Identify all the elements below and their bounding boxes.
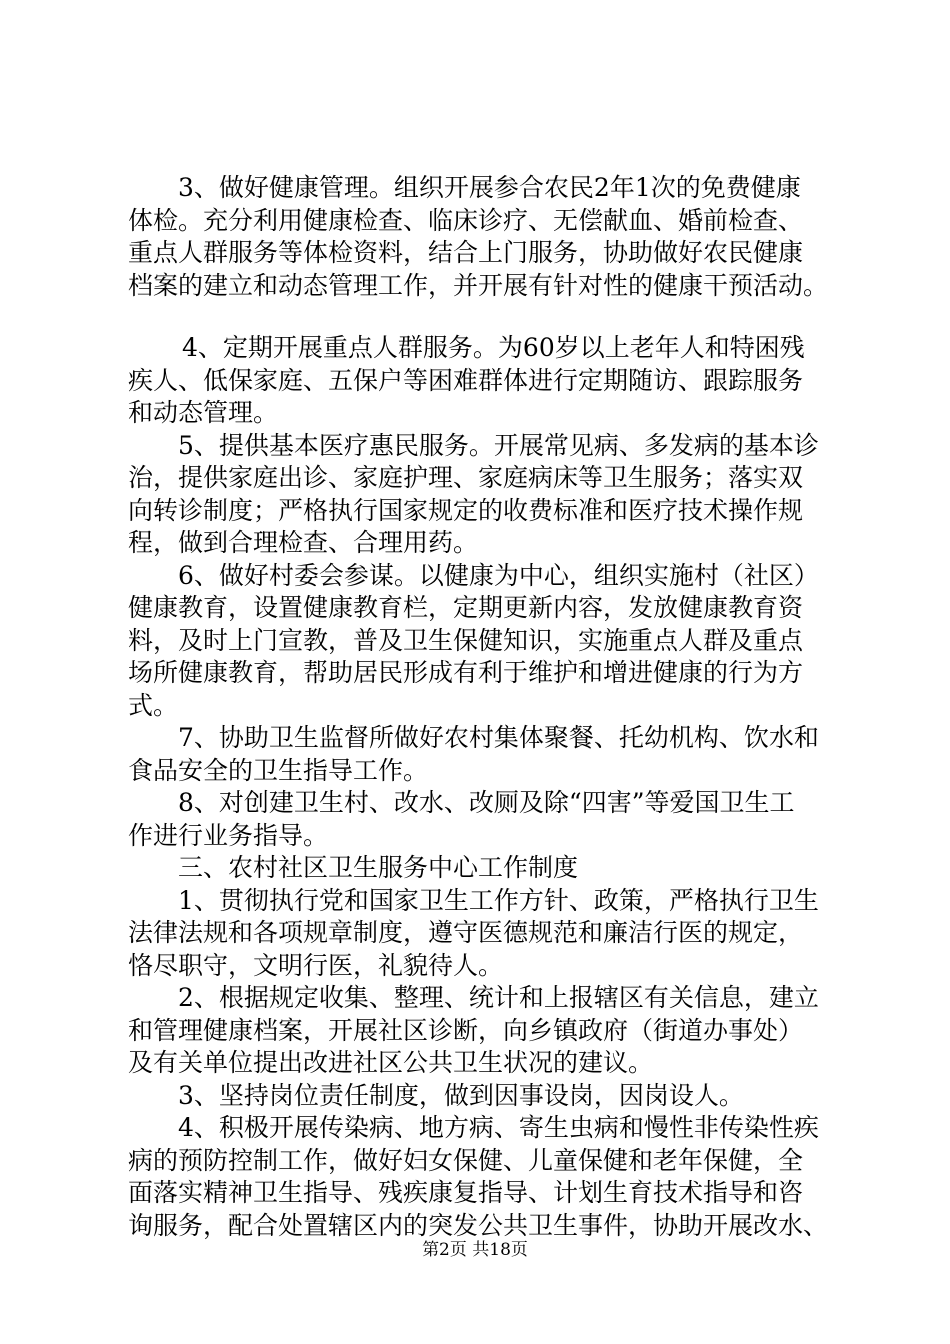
text-line: 疾人、低保家庭、五保户等困难群体进行定期随访、跟踪服务 xyxy=(128,365,804,395)
text-line: 2、根据规定收集、整理、统计和上报辖区有关信息，建立 xyxy=(178,983,819,1012)
text-line: 7、协助卫生监督所做好农村集体聚餐、托幼机构、饮水和 xyxy=(178,723,819,752)
heading-line: 三、农村社区卫生服务中心工作制度 xyxy=(178,853,579,882)
text-line: 4、积极开展传染病、地方病、寄生虫病和慢性非传染性疾 xyxy=(178,1113,819,1142)
text-line: 食品安全的卫生指导工作。 xyxy=(128,755,429,785)
page-footer: 第2页 共18页 xyxy=(422,1240,528,1260)
text-line: 及有关单位提出改进社区公共卫生状况的建议。 xyxy=(128,1048,654,1077)
paragraph-7 xyxy=(128,885,848,983)
paragraph-1 xyxy=(128,172,848,302)
paragraph-10 xyxy=(128,1112,848,1242)
text-line: 5、提供基本医疗惠民服务。开展常见病、多发病的基本诊 xyxy=(178,430,819,460)
text-line: 8、对创建卫生村、改水、改厕及除“四害”等爱国卫生工 xyxy=(178,788,795,817)
text-line: 3、做好健康管理。组织开展参合农民2年1次的免费健康 xyxy=(178,173,801,202)
paragraph-2 xyxy=(128,332,848,430)
text-line: 体检。充分利用健康检查、临床诊疗、无偿献血、婚前检查、 xyxy=(128,205,804,235)
paragraph-5 xyxy=(128,722,848,787)
text-line: 和管理健康档案，开展社区诊断，向乡镇政府（街道办事处） xyxy=(128,1015,804,1045)
paragraph-8 xyxy=(128,982,848,1080)
text-line: 询服务，配合处置辖区内的突发公共卫生事件，协助开展改水、 xyxy=(128,1210,829,1240)
text-line: 法律法规和各项规章制度，遵守医德规范和廉洁行医的规定， xyxy=(128,918,804,947)
paragraph-4 xyxy=(128,560,848,723)
text-line: 式。 xyxy=(128,690,179,720)
text-line: 病的预防控制工作，做好妇女保健、儿童保健和老年保健，全 xyxy=(128,1145,804,1175)
text-line: 重点人群服务等体检资料，结合上门服务，协助做好农民健康 xyxy=(128,238,804,267)
paragraph-gap xyxy=(128,302,848,332)
paragraph-3 xyxy=(128,430,848,560)
text-line: 恪尽职守，文明行医，礼貌待人。 xyxy=(128,950,504,980)
text-line: 4、定期开展重点人群服务。为60岁以上老年人和特困残 xyxy=(182,333,805,362)
text-line: 1、贯彻执行党和国家卫生工作方针、政策，严格执行卫生 xyxy=(178,885,819,915)
text-line: 场所健康教育，帮助居民形成有利于维护和增进健康的行为方 xyxy=(128,658,804,687)
text-line: 6、做好村委会参谋。以健康为中心，组织实施村（社区） xyxy=(178,560,819,590)
document-body xyxy=(128,172,848,1242)
text-line: 面落实精神卫生指导、残疾康复指导、计划生育技术指导和咨 xyxy=(128,1178,804,1207)
text-line: 和动态管理。 xyxy=(128,398,279,427)
text-line: 作进行业务指导。 xyxy=(128,820,329,850)
paragraph-9 xyxy=(128,1080,848,1113)
section-heading xyxy=(128,852,848,885)
text-line: 3、坚持岗位责任制度，做到因事设岗，因岗设人。 xyxy=(178,1080,744,1110)
text-line: 健康教育，设置健康教育栏，定期更新内容，发放健康教育资 xyxy=(128,593,804,622)
paragraph-6 xyxy=(128,787,848,852)
text-line: 程，做到合理检查、合理用药。 xyxy=(128,528,479,557)
text-line: 档案的建立和动态管理工作，并开展有针对性的健康干预活动。 xyxy=(128,270,829,300)
text-line: 治，提供家庭出诊、家庭护理、家庭病床等卫生服务；落实双 xyxy=(128,463,804,492)
text-line: 料，及时上门宣教，普及卫生保健知识，实施重点人群及重点 xyxy=(128,625,804,655)
text-line: 向转诊制度；严格执行国家规定的收费标准和医疗技术操作规 xyxy=(128,495,804,525)
